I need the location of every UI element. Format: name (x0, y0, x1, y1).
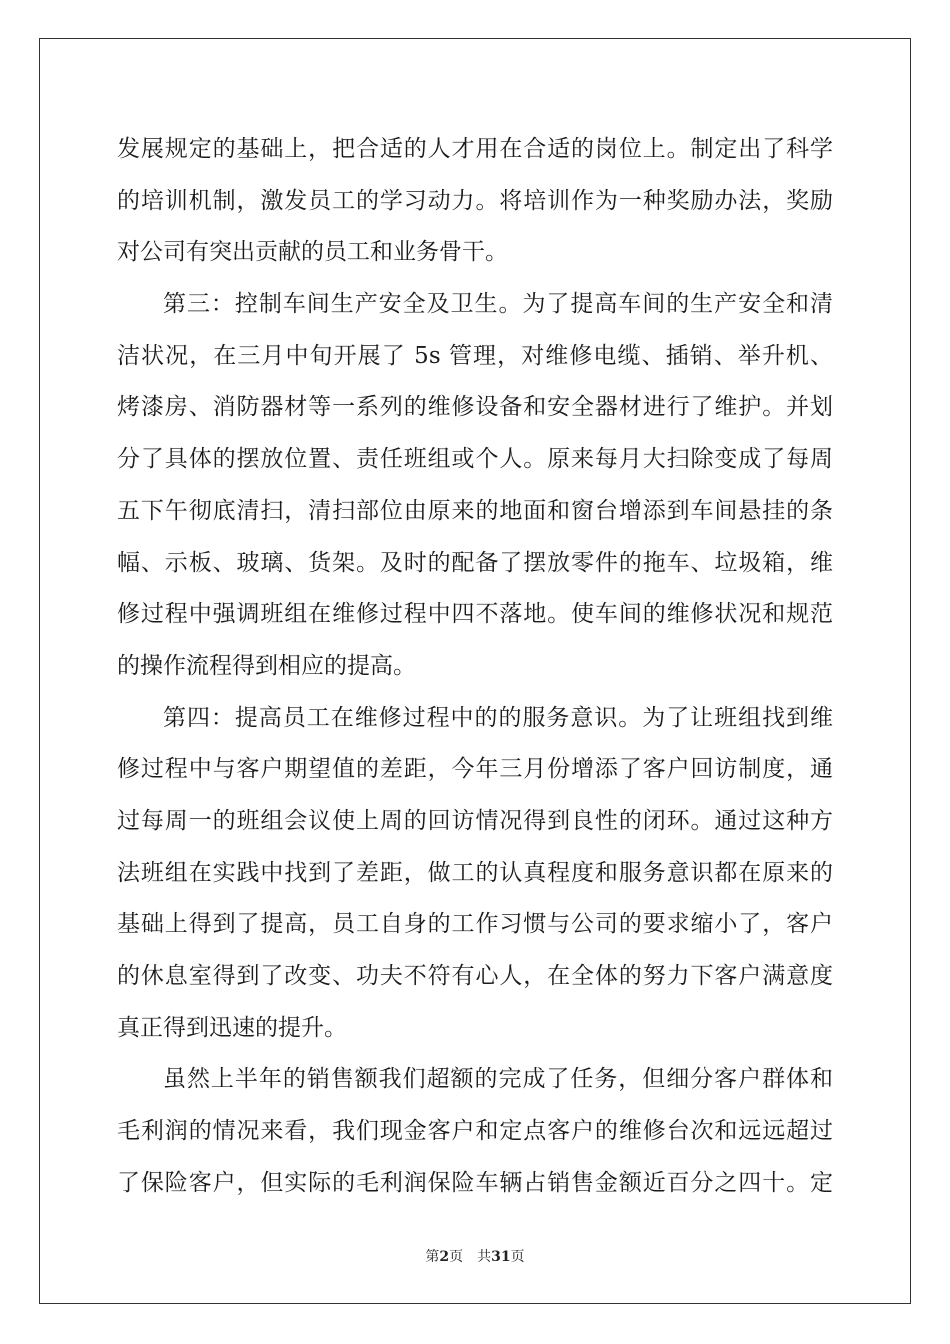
paragraph-line: 修过程中强调班组在维修过程中四不落地。使车间的维修状况和规范 (117, 601, 833, 628)
page-prefix: 第 (425, 1249, 440, 1265)
paragraph-line: 对公司有突出贡献的员工和业务骨干。 (117, 239, 508, 266)
document-body (117, 124, 833, 1209)
paragraph-line: 幅、示板、玻璃、货架。及时的配备了摆放零件的拖车、垃圾箱，维 (117, 549, 833, 576)
paragraph-line: 第三：控制车间生产安全及卫生。为了提高车间的生产安全和清 (163, 291, 833, 318)
page-suffix: 页 (449, 1249, 464, 1265)
page-footer (0, 1246, 950, 1266)
paragraph-line: 毛利润的情况来看，我们现金客户和定点客户的维修台次和远远超过 (117, 1118, 833, 1145)
paragraph-line: 修过程中与客户期望值的差距，今年三月份增添了客户回访制度，通 (117, 756, 833, 783)
paragraph-line: 五下午彻底清扫，清扫部位由原来的地面和窗台增添到车间悬挂的条 (117, 497, 833, 524)
paragraph-line: 的培训机制，激发员工的学习动力。将培训作为一种奖励办法，奖励 (117, 187, 833, 214)
paragraph-line: 虽然上半年的销售额我们超额的完成了任务，但细分客户群体和 (163, 1066, 833, 1093)
paragraph-line: 的操作流程得到相应的提高。 (117, 652, 416, 679)
paragraph-line: 的休息室得到了改变、功夫不符有心人，在全体的努力下客户满意度 (117, 963, 833, 989)
paragraph-line: 第四：提高员工在维修过程中的的服务意识。为了让班组找到维 (163, 704, 833, 731)
total-suffix: 页 (510, 1249, 525, 1265)
paragraph-line: 真正得到迅速的提升。 (117, 1014, 347, 1041)
paragraph-line: 过每周一的班组会议使上周的回访情况得到良性的闭环。通过这种方 (117, 807, 833, 834)
page-number: 2 (439, 1249, 450, 1265)
paragraph-line: 基础上得到了提高，员工自身的工作习惯与公司的要求缩小了，客户 (117, 911, 833, 938)
total-prefix: 共 (477, 1249, 492, 1265)
paragraph-line: 分了具体的摆放位置、责任班组或个人。原来每月大扫除变成了每周 (117, 446, 833, 473)
paragraph-line: 了保险客户，但实际的毛利润保险车辆占销售金额近百分之四十。定 (117, 1169, 833, 1196)
paragraph-line: 发展规定的基础上，把合适的人才用在合适的岗位上。制定出了科学 (117, 136, 833, 162)
paragraph-line: 烤漆房、消防器材等一系列的维修设备和安全器材进行了维护。并划 (117, 394, 833, 421)
paragraph-line: 法班组在实践中找到了差距，做工的认真程度和服务意识都在原来的 (117, 859, 833, 886)
total-pages: 31 (491, 1249, 511, 1265)
paragraph-line: 洁状况，在三月中旬开展了 5s 管理，对维修电缆、插销、举升机、 (117, 342, 833, 369)
